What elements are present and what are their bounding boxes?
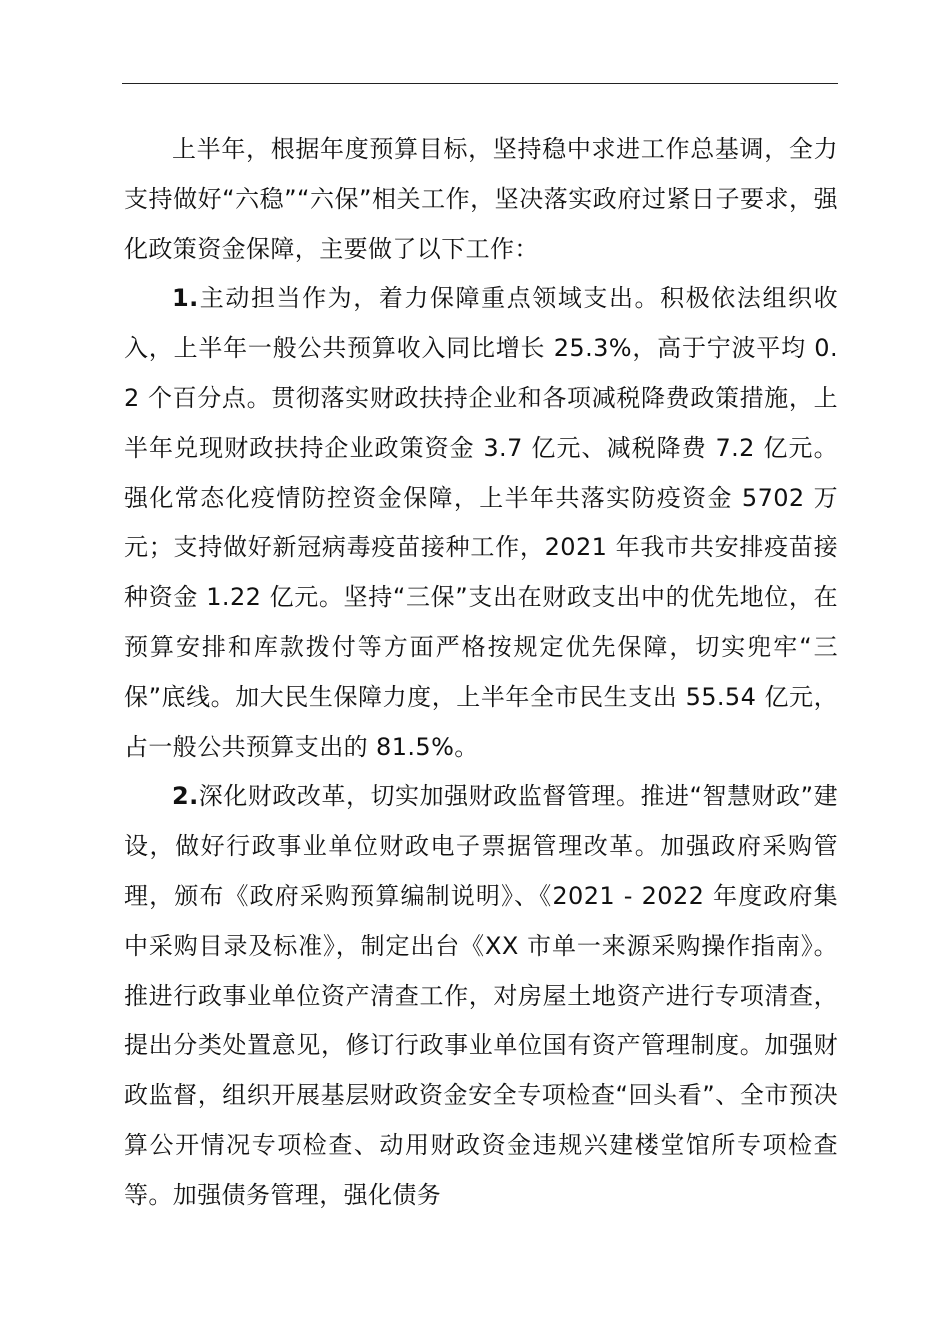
paragraph-intro: [124, 125, 838, 274]
header-rule: [122, 83, 838, 84]
paragraph-2: [124, 772, 838, 1220]
paragraph-intro-text: 上半年，根据年度预算目标，坚持稳中求进工作总基调，全力支持做好“六稳”“六保”相关工作，坚决落实政府过紧日子要求，强化政策资金保障，主要做了以下工作：: [124, 135, 838, 263]
paragraph-1-number: 1.: [172, 284, 199, 313]
document-body: [124, 125, 838, 1221]
paragraph-2-text: 推进“智慧财政”建设，做好行政事业单位财政电子票据管理改革。加强政府采购管理，颁布《政府采购预算编制说明》、《2021 - 2022 年度政府集中采购目录及标准》，制定出台《XX 市单一来源采购操作指南》。推进行政事业单位资产清查工作，对房屋土地资产进行专项清查，提出分类处置意见，修订行政事业单位国有资产管理制度。加强财政监督，组织开展基层财政资金安全专项检查“回头看”、全市预决算公开情况专项检查、动用财政资金违规兴建楼堂馆所专项检查等。加强债务管理，强化债务: [124, 782, 839, 1209]
paragraph-1-text: 积极依法组织收入，上半年一般公共预算收入同比增长 25.3%，高于宁波平均 0.2 个百分点。贯彻落实财政扶持企业和各项减税降费政策措施，上半年兑现财政扶持企业政策资金 3.7 亿元、减税降费 7.2 亿元。强化常态化疫情防控资金保障，上半年共落实防疫资金 5702 万元；支持做好新冠病毒疫苗接种工作，2021 年我市共安排疫苗接种资金 1.22 亿元。坚持“三保”支出在财政支出中的优先地位，在预算安排和库款拨付等方面严格按规定优先保障，切实兜牢“三保”底线。加大民生保障力度，上半年全市民生支出 55.54 亿元，占一般公共预算支出的 81.5%。: [124, 284, 838, 761]
paragraph-2-number: 2.: [172, 782, 199, 811]
paragraph-1-lead: 主动担当作为，着力保障重点领域支出。: [198, 284, 661, 313]
paragraph-2-lead: 深化财政改革，切实加强财政监督管理。: [198, 782, 641, 811]
paragraph-1: [124, 274, 838, 772]
